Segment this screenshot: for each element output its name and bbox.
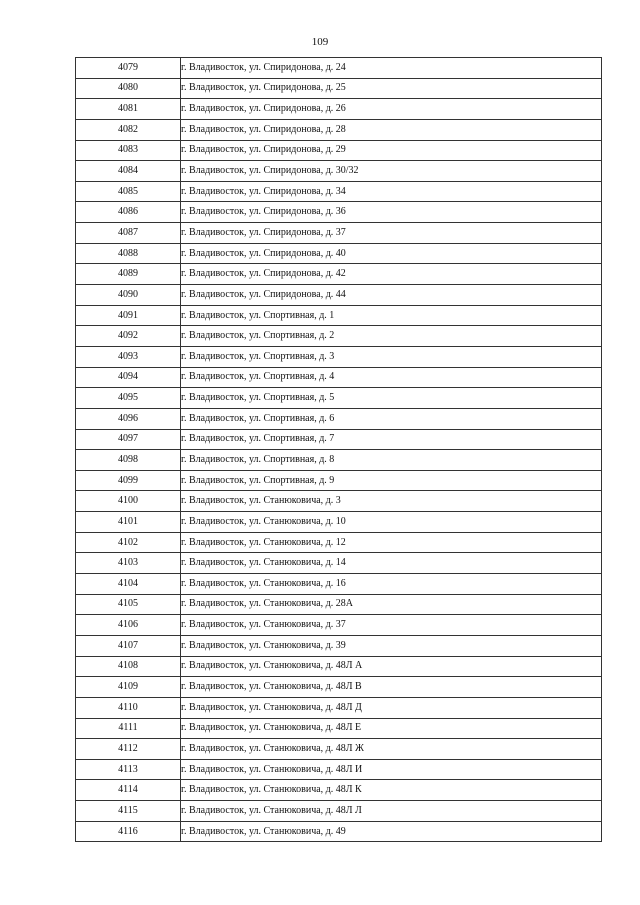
- row-number-cell: 4089: [76, 264, 181, 285]
- table-row: [76, 615, 602, 636]
- table-row: [76, 388, 602, 409]
- address-cell: г. Владивосток, ул. Спортивная, д. 9: [181, 470, 602, 491]
- address-cell: г. Владивосток, ул. Спортивная, д. 3: [181, 346, 602, 367]
- table-row: [76, 532, 602, 553]
- table-row: [76, 367, 602, 388]
- address-table: [75, 57, 602, 842]
- address-cell: г. Владивосток, ул. Станюковича, д. 48Л А: [181, 656, 602, 677]
- table-row: [76, 759, 602, 780]
- address-cell: г. Владивосток, ул. Станюковича, д. 10: [181, 512, 602, 533]
- row-number-cell: 4111: [76, 718, 181, 739]
- row-number-cell: 4079: [76, 58, 181, 79]
- table-row: [76, 780, 602, 801]
- address-cell: г. Владивосток, ул. Станюковича, д. 28А: [181, 594, 602, 615]
- row-number-cell: 4112: [76, 739, 181, 760]
- table-row: [76, 635, 602, 656]
- table-row: [76, 408, 602, 429]
- address-cell: г. Владивосток, ул. Спортивная, д. 6: [181, 408, 602, 429]
- address-cell: г. Владивосток, ул. Станюковича, д. 12: [181, 532, 602, 553]
- table-row: [76, 264, 602, 285]
- table-row: [76, 697, 602, 718]
- row-number-cell: 4080: [76, 78, 181, 99]
- address-cell: г. Владивосток, ул. Спиридонова, д. 24: [181, 58, 602, 79]
- row-number-cell: 4085: [76, 181, 181, 202]
- row-number-cell: 4096: [76, 408, 181, 429]
- row-number-cell: 4110: [76, 697, 181, 718]
- address-cell: г. Владивосток, ул. Станюковича, д. 3: [181, 491, 602, 512]
- table-row: [76, 119, 602, 140]
- address-cell: г. Владивосток, ул. Спиридонова, д. 40: [181, 243, 602, 264]
- table-row: [76, 161, 602, 182]
- address-cell: г. Владивосток, ул. Станюковича, д. 16: [181, 574, 602, 595]
- table-row: [76, 202, 602, 223]
- row-number-cell: 4116: [76, 821, 181, 842]
- row-number-cell: 4107: [76, 635, 181, 656]
- row-number-cell: 4084: [76, 161, 181, 182]
- address-cell: г. Владивосток, ул. Спиридонова, д. 25: [181, 78, 602, 99]
- address-cell: г. Владивосток, ул. Спиридонова, д. 34: [181, 181, 602, 202]
- row-number-cell: 4081: [76, 99, 181, 120]
- address-cell: г. Владивосток, ул. Спортивная, д. 5: [181, 388, 602, 409]
- address-cell: г. Владивосток, ул. Станюковича, д. 48Л Л: [181, 801, 602, 822]
- address-cell: г. Владивосток, ул. Спортивная, д. 1: [181, 305, 602, 326]
- address-cell: г. Владивосток, ул. Станюковича, д. 48Л Е: [181, 718, 602, 739]
- table-row: [76, 594, 602, 615]
- address-cell: г. Владивосток, ул. Станюковича, д. 48Л К: [181, 780, 602, 801]
- table-row: [76, 285, 602, 306]
- row-number-cell: 4113: [76, 759, 181, 780]
- address-cell: г. Владивосток, ул. Станюковича, д. 37: [181, 615, 602, 636]
- table-row: [76, 326, 602, 347]
- row-number-cell: 4082: [76, 119, 181, 140]
- table-row: [76, 346, 602, 367]
- address-cell: г. Владивосток, ул. Спиридонова, д. 44: [181, 285, 602, 306]
- row-number-cell: 4099: [76, 470, 181, 491]
- row-number-cell: 4097: [76, 429, 181, 450]
- table-row: [76, 491, 602, 512]
- table-row: [76, 78, 602, 99]
- row-number-cell: 4083: [76, 140, 181, 161]
- row-number-cell: 4086: [76, 202, 181, 223]
- table-row: [76, 450, 602, 471]
- row-number-cell: 4105: [76, 594, 181, 615]
- table-row: [76, 243, 602, 264]
- row-number-cell: 4102: [76, 532, 181, 553]
- address-cell: г. Владивосток, ул. Спиридонова, д. 37: [181, 223, 602, 244]
- table-row: [76, 181, 602, 202]
- address-cell: г. Владивосток, ул. Станюковича, д. 48Л В: [181, 677, 602, 698]
- table-row: [76, 305, 602, 326]
- row-number-cell: 4104: [76, 574, 181, 595]
- address-cell: г. Владивосток, ул. Спортивная, д. 2: [181, 326, 602, 347]
- row-number-cell: 4088: [76, 243, 181, 264]
- table-row: [76, 739, 602, 760]
- table-row: [76, 223, 602, 244]
- row-number-cell: 4087: [76, 223, 181, 244]
- table-row: [76, 718, 602, 739]
- row-number-cell: 4090: [76, 285, 181, 306]
- table-row: [76, 140, 602, 161]
- address-table-body: [76, 58, 602, 842]
- address-cell: г. Владивосток, ул. Спиридонова, д. 30/32: [181, 161, 602, 182]
- row-number-cell: 4098: [76, 450, 181, 471]
- row-number-cell: 4101: [76, 512, 181, 533]
- row-number-cell: 4106: [76, 615, 181, 636]
- address-cell: г. Владивосток, ул. Станюковича, д. 48Л Д: [181, 697, 602, 718]
- table-row: [76, 656, 602, 677]
- row-number-cell: 4114: [76, 780, 181, 801]
- address-cell: г. Владивосток, ул. Станюковича, д. 49: [181, 821, 602, 842]
- address-cell: г. Владивосток, ул. Спиридонова, д. 28: [181, 119, 602, 140]
- table-row: [76, 99, 602, 120]
- address-cell: г. Владивосток, ул. Спиридонова, д. 36: [181, 202, 602, 223]
- address-cell: г. Владивосток, ул. Станюковича, д. 48Л Ж: [181, 739, 602, 760]
- address-cell: г. Владивосток, ул. Спиридонова, д. 29: [181, 140, 602, 161]
- table-row: [76, 553, 602, 574]
- table-row: [76, 512, 602, 533]
- row-number-cell: 4108: [76, 656, 181, 677]
- table-row: [76, 470, 602, 491]
- address-cell: г. Владивосток, ул. Спиридонова, д. 42: [181, 264, 602, 285]
- address-cell: г. Владивосток, ул. Спиридонова, д. 26: [181, 99, 602, 120]
- row-number-cell: 4100: [76, 491, 181, 512]
- table-row: [76, 801, 602, 822]
- table-row: [76, 677, 602, 698]
- row-number-cell: 4093: [76, 346, 181, 367]
- table-row: [76, 574, 602, 595]
- address-cell: г. Владивосток, ул. Спортивная, д. 7: [181, 429, 602, 450]
- table-row: [76, 429, 602, 450]
- row-number-cell: 4115: [76, 801, 181, 822]
- address-cell: г. Владивосток, ул. Станюковича, д. 14: [181, 553, 602, 574]
- address-cell: г. Владивосток, ул. Станюковича, д. 39: [181, 635, 602, 656]
- address-cell: г. Владивосток, ул. Станюковича, д. 48Л И: [181, 759, 602, 780]
- page-number: 109: [311, 36, 329, 48]
- row-number-cell: 4103: [76, 553, 181, 574]
- row-number-cell: 4094: [76, 367, 181, 388]
- row-number-cell: 4109: [76, 677, 181, 698]
- row-number-cell: 4091: [76, 305, 181, 326]
- row-number-cell: 4092: [76, 326, 181, 347]
- table-row: [76, 821, 602, 842]
- address-cell: г. Владивосток, ул. Спортивная, д. 8: [181, 450, 602, 471]
- table-row: [76, 58, 602, 79]
- row-number-cell: 4095: [76, 388, 181, 409]
- address-cell: г. Владивосток, ул. Спортивная, д. 4: [181, 367, 602, 388]
